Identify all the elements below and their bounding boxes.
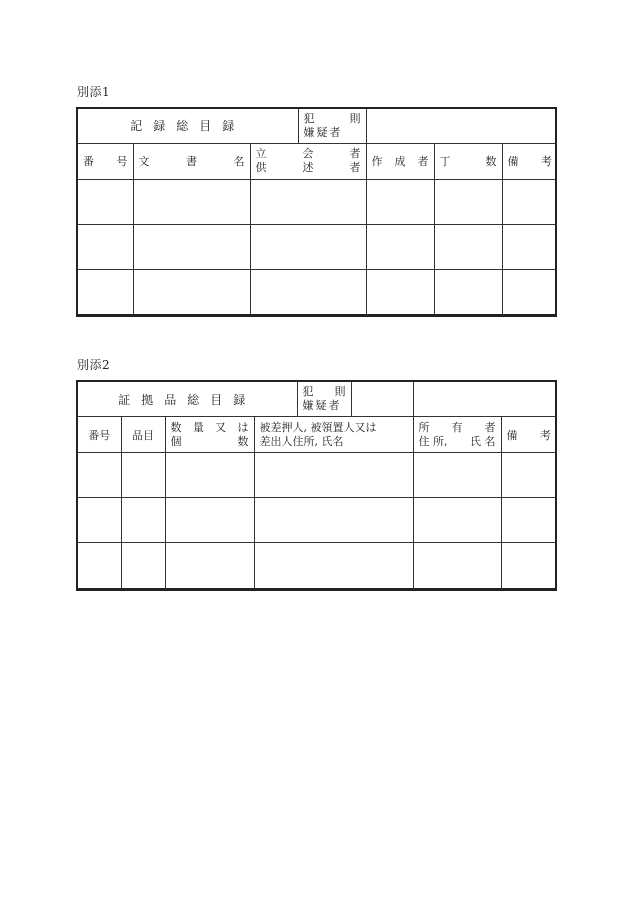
table-row (78, 498, 556, 543)
record-list-form (76, 107, 557, 317)
form1-header-author: 作 成 者 (366, 143, 434, 179)
form2-header-item: 品目 (121, 417, 165, 453)
form1-caption: 別添1 (77, 85, 111, 99)
table-row (78, 543, 556, 588)
evidence-list-form (76, 380, 557, 591)
form2-title: 証拠品総目録 (78, 382, 297, 417)
form1-header-pages: 丁 数 (434, 143, 502, 179)
form2-header-number: 番号 (78, 417, 121, 453)
form1-suspect-label: 犯 則 嫌疑者 (298, 109, 366, 143)
form2-caption: 別添2 (77, 358, 111, 372)
form2-suspect-label: 犯 則 嫌疑者 (297, 382, 413, 417)
form2-header-person: 被差押人, 被領置人又は 差出人住所, 氏名 (254, 417, 413, 453)
form1-header-remarks: 備 考 (502, 143, 557, 179)
table-row (78, 453, 556, 498)
form2-suspect-field[interactable] (413, 382, 556, 417)
table-row (78, 224, 557, 269)
form2-header-quantity: 数 量 又 は 個 数 (165, 417, 254, 453)
form1-header-doc-name: 文 書 名 (133, 143, 250, 179)
table-row (78, 179, 557, 224)
form2-header-remarks: 備 考 (501, 417, 556, 453)
form1-header-number: 番 号 (78, 143, 133, 179)
form1-header-witness: 立 会 者 供 述 者 (250, 143, 366, 179)
table-row (78, 269, 557, 314)
form2-header-owner: 所 有 者 住 所, 氏 名 (413, 417, 501, 453)
form1-title: 記録総目録 (78, 109, 298, 143)
form1-suspect-field[interactable] (366, 109, 557, 143)
